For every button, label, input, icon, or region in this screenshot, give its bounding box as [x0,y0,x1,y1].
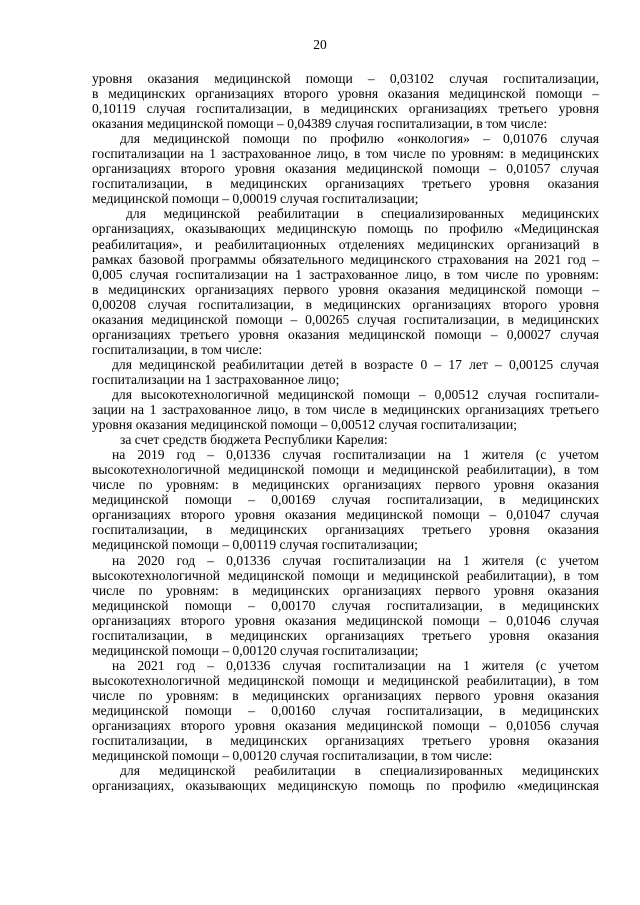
text-line: числе по уровням: в медицинских организациях первого уровня оказания [92,582,599,598]
text-line: за счет средств бюджета Республики Карелия: [120,432,388,448]
page-number: 20 [313,37,327,52]
text-line: организациях второго уровня оказания медицинской помощи – 0,01056 случая [92,718,599,734]
text-line: госпитализации, в медицинских организациях третьего уровня оказания [92,176,599,192]
text-line: оказания медицинской помощи – 0,04389 случая госпитализации, в том числе: [92,116,548,132]
text-line: для медицинской помощи по профилю «онкология» – 0,01076 случая [120,131,599,147]
text-line: медицинской помощи – 0,00119 случая госпитализации; [92,537,418,553]
text-line: высокотехнологичной медицинской помощи и медицинской реабилитации), в том [92,672,599,688]
text-line: медицинской помощи – 0,00120 случая госпитализации; [92,642,419,658]
text-line: для медицинской реабилитации детей в возрасте 0 – 17 лет – 0,00125 случая [112,356,599,372]
text-line: числе по уровням: в медицинских организациях первого уровня оказания [92,477,599,493]
text-line: для медицинской реабилитации в специализированных медицинских [120,763,599,779]
text-line: 0,005 случая госпитализации на 1 застрахованное лицо, в том числе по уровням: [92,266,599,282]
text-line: на 2019 год – 0,01336 случая госпитализации на 1 жителя (с учетом [112,447,599,463]
text-line: оказания медицинской помощи – 0,00265 случая госпитализации, в медицинских [92,311,599,327]
text-line: госпитализации, в медицинских организациях третьего уровня оказания [92,522,599,538]
text-line: 0,10119 случая госпитализации, в медицинских организациях третьего уровня [92,101,599,117]
text-line: рамках базовой программы обязательного медицинского страхования на 2021 год – [92,251,599,267]
text-line: медицинской помощи – 0,00120 случая госпитализации, в том числе: [92,748,493,764]
text-line: в медицинских организациях второго уровня оказания медицинской помощи – [92,86,599,102]
text-line: медицинской помощи – 0,00169 случая госпитализации, в медицинских [92,492,599,508]
text-line: на 2021 год – 0,01336 случая госпитализации на 1 жителя (с учетом [112,657,599,673]
text-line: медицинской помощи – 0,00160 случая госпитализации, в медицинских [92,702,599,718]
text-line: уровня оказания медицинской помощи – 0,00512 случая госпитализации; [92,417,517,433]
text-line: организациях второго уровня оказания медицинской помощи – 0,01047 случая [92,507,599,523]
text-line: организациях, оказывающих медицинскую помощь по профилю «Медицинская [92,221,599,237]
text-line: госпитализации, в медицинских организациях третьего уровня оказания [92,733,599,749]
text-line: высокотехнологичной медицинской помощи и медицинской реабилитации), в том [92,567,599,583]
text-line: организациях второго уровня оказания медицинской помощи – 0,01057 случая [92,161,599,177]
text-line: организациях третьего уровня оказания медицинской помощи – 0,00027 случая [92,326,599,342]
text-line: госпитализации, в медицинских организациях третьего уровня оказания [92,627,599,643]
text-line: медицинской помощи – 0,00170 случая госпитализации, в медицинских [92,597,599,613]
document-body [92,71,599,793]
text-line: зации на 1 застрахованное лицо, в том числе в медицинских организациях третьего [92,402,599,418]
text-line: госпитализации, в том числе: [92,341,263,357]
text-line: на 2020 год – 0,01336 случая госпитализации на 1 жителя (с учетом [112,552,599,568]
text-line: организациях, оказывающих медицинскую помощь по профилю «медицинская [92,778,599,794]
text-line: госпитализации на 1 застрахованное лицо; [92,371,340,387]
text-line: в медицинских организациях первого уровня оказания медицинской помощи – [92,281,599,297]
text-line: реабилитация», и реабилитационных отделениях медицинских организаций в [92,236,599,252]
text-line: организациях второго уровня оказания медицинской помощи – 0,01046 случая [92,612,599,628]
text-line: уровня оказания медицинской помощи – 0,03102 случая госпитализации, [92,71,599,86]
text-line: высокотехнологичной медицинской помощи и медицинской реабилитации), в том [92,462,599,478]
text-line: медицинской помощи – 0,00019 случая госпитализации; [92,191,419,207]
text-line: госпитализации на 1 застрахованное лицо, в том числе по уровням: в медицинских [92,146,599,162]
text-line: числе по уровням: в медицинских организациях первого уровня оказания [92,687,599,703]
text-line: для высокотехнологичной медицинской помощи – 0,00512 случая госпитали- [112,386,599,402]
text-line: для медицинской реабилитации в специализированных медицинских [126,206,599,222]
text-line: 0,00208 случая госпитализации, в медицинских организациях второго уровня [92,296,599,312]
